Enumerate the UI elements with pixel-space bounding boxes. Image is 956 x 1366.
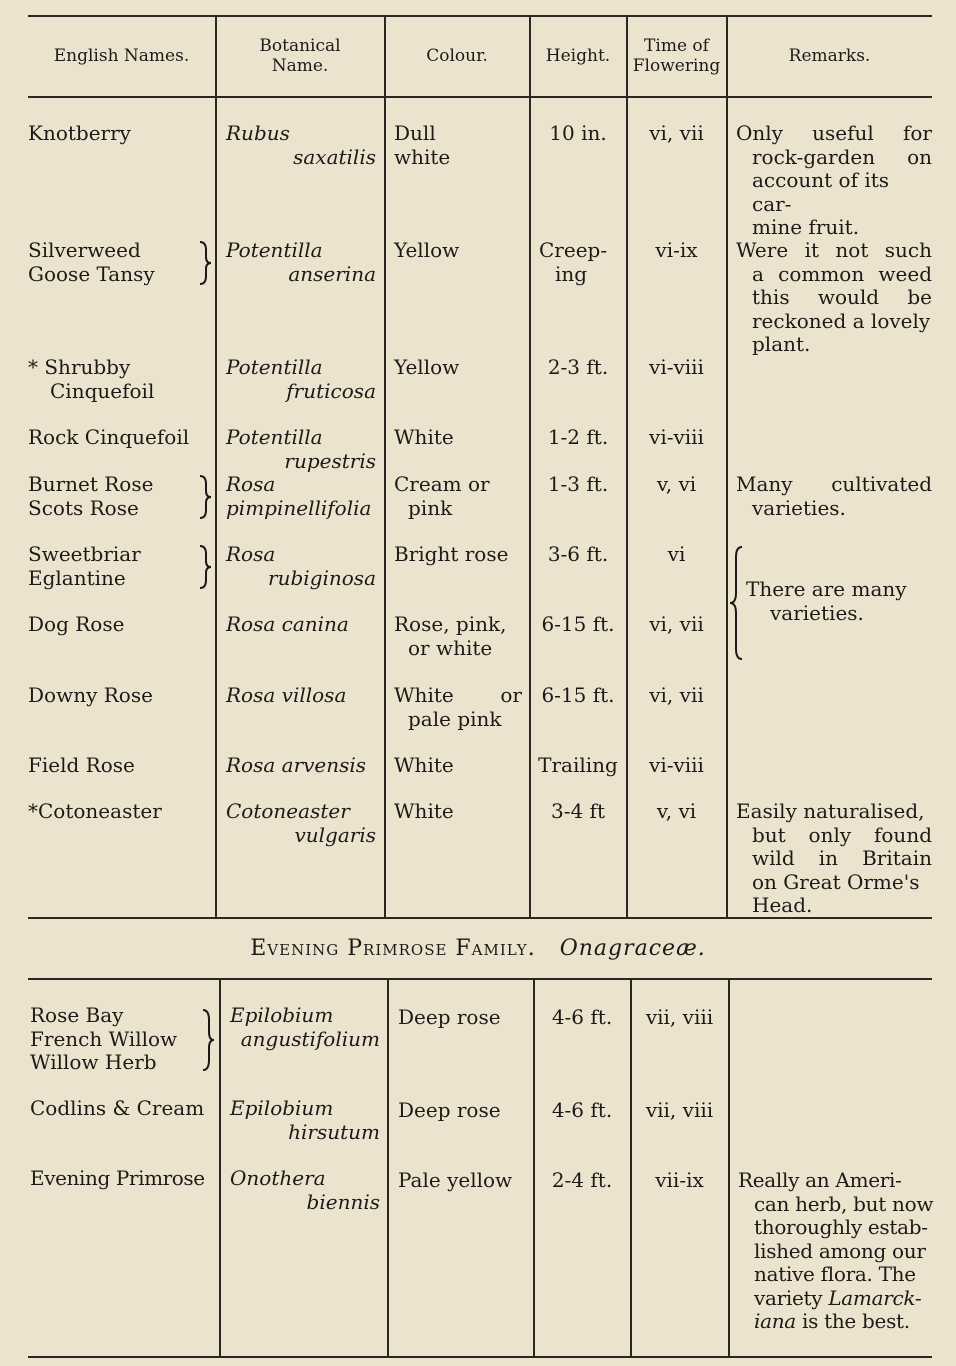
cell-botanical-name	[226, 426, 376, 473]
brace-icon	[197, 544, 213, 590]
botanical-species: hirsutum	[288, 1119, 380, 1144]
col-rule	[726, 15, 728, 917]
remark-line: wild in Britain	[752, 846, 932, 870]
english-name-line: Goose Tansy	[28, 261, 155, 286]
botanical-genus: Rubus	[226, 121, 290, 145]
remark-line: Really an Ameri-	[738, 1168, 902, 1192]
cell-remarks	[736, 800, 932, 918]
col-rule	[215, 15, 217, 917]
top-rule	[28, 15, 932, 17]
cell-flowering-time: vii, viii	[645, 1098, 714, 1122]
cell-colour: White	[394, 799, 454, 823]
colour-line: Cream or	[394, 472, 490, 496]
cell-height: 1-3 ft.	[547, 472, 609, 496]
cell-botanical-name: Rosa villosa	[226, 683, 347, 707]
botanical-genus: Epilobium	[230, 1003, 334, 1027]
height-line: Creep-	[539, 238, 608, 262]
colour-line: pale pink	[408, 706, 502, 731]
cell-remarks	[738, 1169, 936, 1334]
remark-line	[738, 1310, 936, 1334]
cell-colour: Deep rose	[398, 1098, 501, 1122]
brace-icon	[200, 1008, 216, 1072]
cell-flowering-time: vii-ix	[655, 1168, 704, 1192]
cell-botanical-name	[230, 1097, 380, 1144]
cell-flowering-time: vi-ix	[655, 238, 698, 262]
remark-line: this would be	[752, 285, 932, 309]
remark-line: Many cultivated	[736, 472, 932, 496]
english-name-line: Silverweed	[28, 238, 141, 262]
english-name-line: Cinquefoil	[50, 378, 155, 403]
remark-line: Head.	[752, 893, 813, 917]
cell-english-name	[28, 239, 155, 286]
col-rule	[533, 978, 535, 1356]
cell-english-name: Codlins & Cream	[30, 1096, 205, 1120]
remark-line: plant.	[752, 332, 811, 356]
remark-line	[738, 1287, 936, 1311]
remark-line: There are many	[746, 577, 907, 601]
cell-colour: White	[394, 425, 454, 449]
cell-height: 1-2 ft.	[547, 425, 609, 449]
remark-line: Were it not such	[736, 238, 932, 262]
bottom-rule	[28, 1356, 932, 1358]
cell-height: 3-4 ft	[550, 799, 605, 823]
english-name-line: Burnet Rose	[28, 472, 154, 496]
english-name-line: Willow Herb	[30, 1050, 157, 1074]
cell-flowering-time: vi-viii	[649, 355, 704, 379]
botanical-genus: Potentilla	[226, 425, 323, 449]
cell-english-name: Evening Primrose	[30, 1166, 205, 1190]
family-heading	[0, 936, 956, 961]
cell-english-name	[30, 1004, 177, 1075]
col-rule	[728, 978, 730, 1356]
cell-height: 10 in.	[549, 121, 607, 145]
botanical-genus: Rosa	[226, 542, 276, 566]
cell-height: 4-6 ft.	[551, 1005, 613, 1029]
remark-line: account of its car-	[752, 168, 890, 216]
family-latin-name: Onagraceæ.	[559, 936, 706, 961]
botanical-genus: Cotoneaster	[226, 799, 350, 823]
cell-english-name	[28, 356, 154, 403]
remark-line: on Great Orme's	[752, 869, 920, 894]
header-botanical-name	[216, 36, 384, 76]
col-rule	[529, 15, 531, 917]
english-name-line: Scots Rose	[28, 495, 139, 520]
cell-remarks	[736, 473, 932, 520]
col-rule	[630, 978, 632, 1356]
cell-english-name: Rock Cinquefoil	[28, 425, 190, 449]
cell-botanical-name	[230, 1167, 380, 1214]
botanical-genus: Potentilla	[226, 238, 323, 262]
cell-botanical-name	[226, 356, 376, 403]
cell-botanical-name	[226, 543, 376, 590]
colour-line: pink	[408, 495, 453, 520]
cell-colour: Deep rose	[398, 1005, 501, 1029]
remark-text: is the best.	[795, 1309, 910, 1333]
cell-remarks	[736, 239, 932, 357]
botanical-species: biennis	[306, 1189, 380, 1214]
cell-flowering-time: v, vi	[656, 799, 697, 823]
remark-line: mine fruit.	[752, 215, 860, 239]
cell-flowering-time: vi, vii	[649, 121, 704, 145]
botanical-species: rubiginosa	[268, 565, 376, 590]
cell-botanical-name	[226, 122, 376, 169]
cell-flowering-time: vi-viii	[649, 425, 704, 449]
remark-variety-name: Lamarck-	[828, 1285, 922, 1310]
cell-colour	[394, 613, 506, 660]
cell-flowering-time: vi, vii	[649, 683, 704, 707]
english-name-line: Sweetbriar	[28, 542, 141, 566]
botanical-species: saxatilis	[293, 144, 376, 169]
cell-botanical-name: Rosa canina	[226, 612, 349, 636]
header-botanical-line2: Name.	[271, 56, 329, 76]
cell-height: 6-15 ft.	[541, 683, 615, 707]
cell-height: Trailing	[538, 753, 618, 777]
remark-line: varieties.	[770, 600, 864, 625]
brace-icon	[197, 474, 213, 520]
header-english-names: English Names.	[53, 46, 190, 66]
botanical-genus: Onothera	[230, 1166, 326, 1190]
cell-flowering-time: vi-viii	[649, 753, 704, 777]
header-rule	[28, 96, 932, 98]
section-rule-bottom	[28, 978, 932, 980]
remark-text: variety	[754, 1285, 829, 1310]
english-name-line: Eglantine	[28, 565, 126, 590]
cell-english-name: Knotberry	[28, 121, 131, 145]
header-time-line1: Time of	[644, 36, 709, 56]
col-rule	[384, 15, 386, 917]
botanical-genus: Epilobium	[230, 1096, 334, 1120]
cell-flowering-time: v, vi	[656, 472, 697, 496]
cell-english-name: *Cotoneaster	[28, 799, 162, 823]
cell-colour: Pale yellow	[398, 1168, 513, 1192]
cell-botanical-name	[226, 473, 378, 520]
botanical-species: rupestris	[284, 448, 376, 473]
cell-botanical-name	[226, 800, 376, 847]
cell-english-name: Dog Rose	[28, 612, 125, 636]
remark-line: thoroughly estab-	[754, 1215, 928, 1239]
header-botanical-line1: Botanical	[259, 36, 341, 56]
cell-english-name: Field Rose	[28, 753, 135, 777]
header-remarks: Remarks.	[788, 46, 871, 66]
header-time-of-flowering	[627, 36, 726, 76]
botanical-species: angustifolium	[240, 1026, 380, 1051]
cell-height: 6-15 ft.	[541, 612, 615, 636]
rose-varieties-remark	[746, 578, 932, 625]
cell-colour: Dull white	[394, 121, 451, 169]
botanical-species: fruticosa	[286, 378, 376, 403]
english-name-line: * Shrubby	[28, 355, 131, 379]
cell-flowering-time: vi	[667, 542, 686, 566]
cell-colour	[394, 684, 522, 731]
brace-icon	[197, 240, 213, 286]
remark-line: native flora. The	[754, 1262, 916, 1286]
remark-line: but only found	[752, 822, 932, 847]
header-colour: Colour.	[426, 46, 488, 66]
remark-line: Easily naturalised,	[736, 799, 925, 823]
cell-botanical-name: Rosa arvensis	[226, 753, 367, 777]
height-line: ing	[555, 261, 588, 286]
remark-line: reckoned a lovely	[752, 308, 931, 333]
english-name-line: French Willow	[30, 1026, 178, 1051]
remark-variety-name: iana	[754, 1309, 796, 1333]
cell-colour: White	[394, 753, 454, 777]
cell-botanical-name	[226, 239, 376, 286]
botanical-species: vulgaris	[294, 822, 376, 847]
botanical-species: pimpinellifolia	[226, 495, 372, 520]
colour-line: or white	[408, 635, 493, 660]
cell-remarks	[736, 122, 932, 240]
remark-line: varieties.	[752, 495, 846, 520]
header-height: Height.	[545, 46, 611, 66]
cell-height	[539, 239, 607, 286]
cell-height: 2-3 ft.	[547, 355, 609, 379]
english-name-line: Rose Bay	[30, 1003, 124, 1027]
remark-line: a common weed	[752, 261, 932, 286]
colour-line: Rose, pink,	[394, 612, 507, 636]
remark-line: Only useful for	[736, 121, 932, 145]
cell-colour	[394, 473, 490, 520]
remark-line: can herb, but now	[754, 1191, 934, 1216]
botanical-genus: Potentilla	[226, 355, 323, 379]
cell-height: 2-4 ft.	[551, 1168, 613, 1192]
family-name: Evening Primrose Family.	[250, 936, 536, 961]
remark-line: rock-garden on	[752, 144, 932, 169]
cell-colour: Yellow	[394, 355, 460, 379]
cell-height: 3-6 ft.	[547, 542, 609, 566]
col-rule	[387, 978, 389, 1356]
col-rule	[219, 978, 221, 1356]
botanical-species: anserina	[288, 261, 376, 286]
cell-english-name: Downy Rose	[28, 683, 153, 707]
cell-flowering-time: vi, vii	[649, 612, 704, 636]
cell-colour: Yellow	[394, 238, 460, 262]
cell-english-name	[28, 543, 141, 590]
cell-flowering-time: vii, viii	[645, 1005, 714, 1029]
cell-height: 4-6 ft.	[551, 1098, 613, 1122]
brace-icon	[728, 545, 744, 661]
remark-line: lished among our	[754, 1238, 926, 1263]
colour-line: White or	[394, 683, 522, 707]
cell-english-name	[28, 473, 153, 520]
cell-colour: Bright rose	[394, 542, 509, 566]
cell-botanical-name	[230, 1004, 380, 1051]
header-time-line2: Flowering	[632, 56, 721, 76]
botanical-genus: Rosa	[226, 472, 276, 496]
col-rule	[626, 15, 628, 917]
